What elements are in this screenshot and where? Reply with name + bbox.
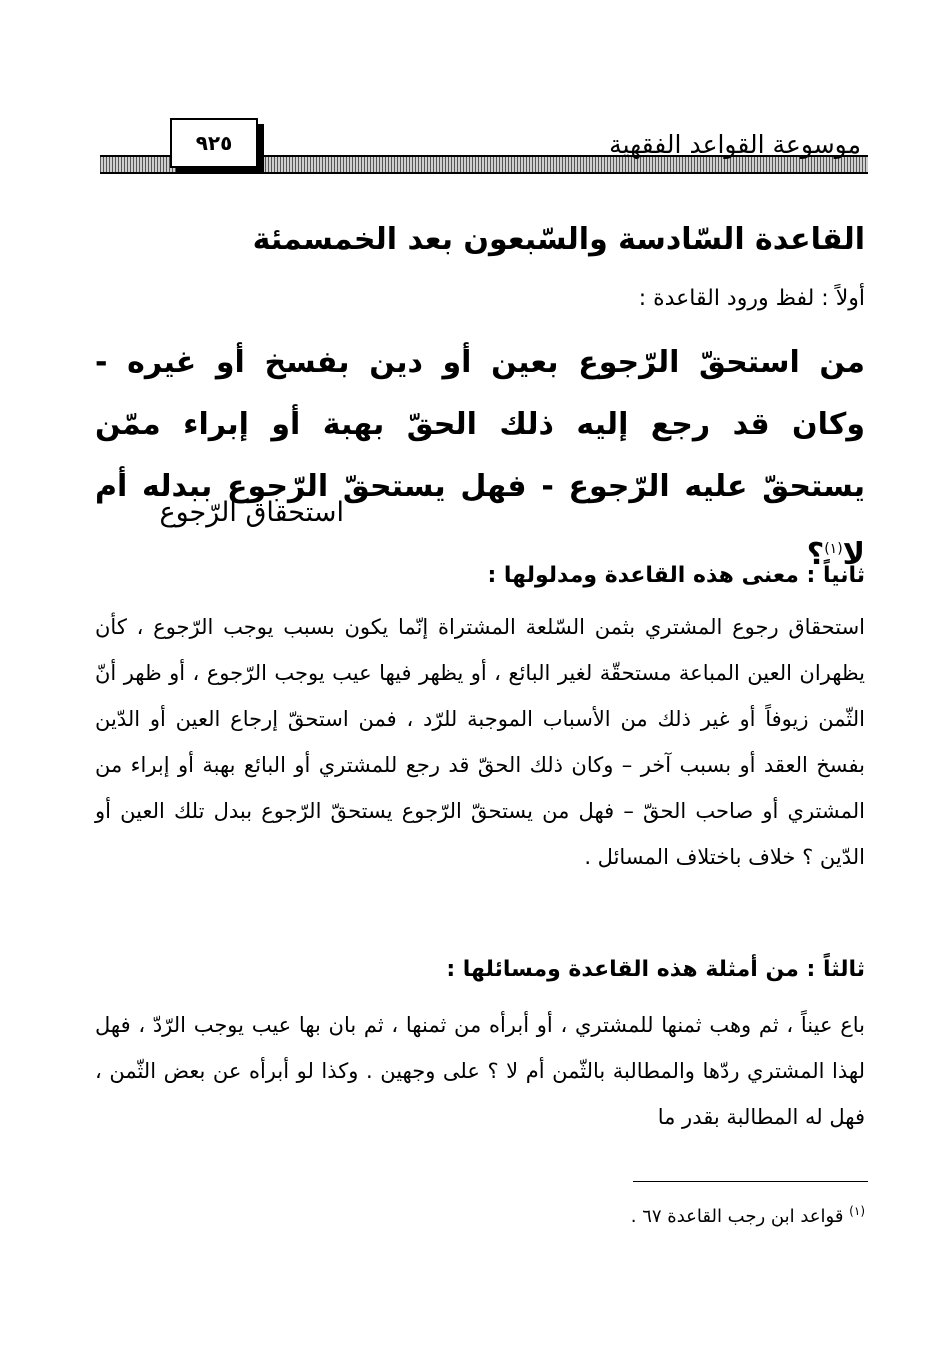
section-3-paragraph: باع عيناً ، ثم وهب ثمنها للمشتري ، أو أبرأه من ثمنها ، ثم بان بها عيب يوجب الرّدّ ، فهل لهذا المشتري ردّها والمطالبة بالثّمن أم لا ؟ على وجهين . وكذا لو أبرأه عن بعض الثّمن ، فهل له المطالبة بقدر ما bbox=[95, 1013, 865, 1129]
rule-heading: القاعدة السّادسة والسّبعون بعد الخمسمئة bbox=[252, 222, 865, 257]
section-2-paragraph: استحقاق رجوع المشتري بثمن السّلعة المشتراة إنّما يكون بسبب يوجب الرّجوع ، كأن يظهران العين المباعة مستحقّة لغير البائع ، أو يظهر فيها عيب يوجب الرّجوع ، أو ظهر أنّ الثّمن زيوفاً أو غير ذلك من الأسباب الموجبة للرّد ، فمن استحقّ إرجاع العين أو الدّين بفسخ العقد أو بسبب آخر – وكان ذلك الحقّ قد رجع للمشتري أو البائع بهبة أو إبراء من المشتري أو صاحب الحقّ – فهل من يستحقّ الرّجوع يستحقّ الرّجوع ببدل تلك العين أو الدّين ؟ خلاف باختلاف المسائل . bbox=[95, 615, 865, 869]
footnote-reference[interactable]: (١) bbox=[824, 541, 843, 557]
footnote-marker: (١) bbox=[849, 1204, 865, 1218]
page-number bbox=[170, 118, 258, 168]
rule-statement-text: من استحقّ الرّجوع بعين أو دين بفسخ أو غيره - وكان قد رجع إليه ذلك الحقّ بهبة أو إبراء ممّن يستحقّ عليه الرّجوع - فهل يستحقّ الرّجوع ببدله أم لا bbox=[95, 345, 865, 572]
footnote bbox=[631, 1204, 865, 1227]
running-title: موسوعة القواعد الفقهية bbox=[609, 130, 861, 159]
footnote-text: قواعد ابن رجب القاعدة ٦٧ . bbox=[630, 1206, 844, 1227]
section-1-label: أولاً : لفظ ورود القاعدة : bbox=[638, 286, 865, 311]
rule-statement bbox=[95, 332, 865, 586]
rule-short-form: استحقاق الرّجوع bbox=[159, 497, 344, 528]
page-number-text: ٩٢٥ bbox=[195, 131, 233, 155]
rule-question-mark: ؟ bbox=[806, 537, 825, 572]
footnote-separator bbox=[633, 1181, 868, 1182]
section-2-label: ثانياً : معنى هذه القاعدة ومدلولها : bbox=[487, 563, 865, 588]
section-3-label: ثالثاً : من أمثلة هذه القاعدة ومسائلها : bbox=[446, 957, 865, 982]
